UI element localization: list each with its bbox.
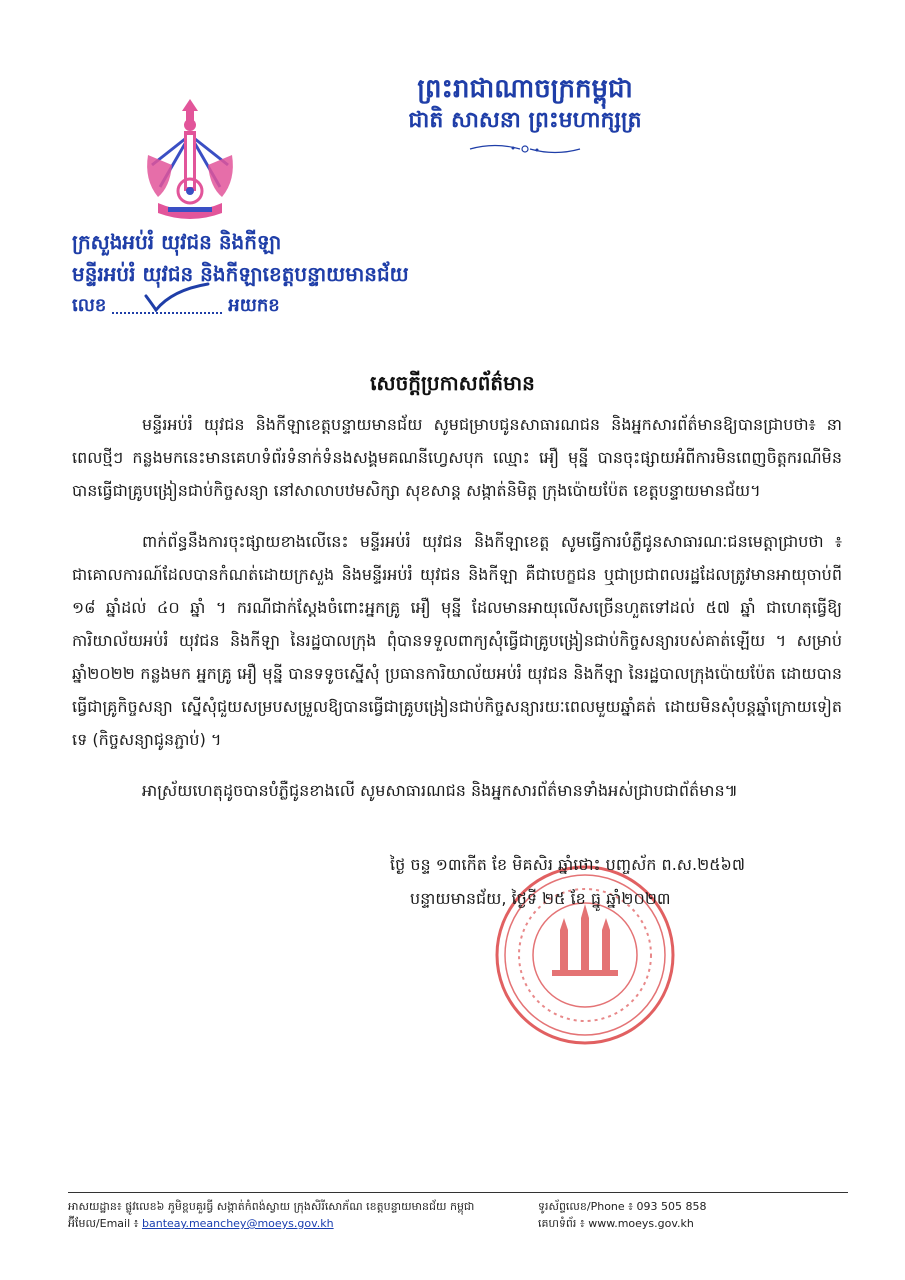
footer-email-row	[68, 1215, 538, 1232]
ministry-emblem-icon	[140, 95, 240, 225]
solar-date: បន្ទាយមានជ័យ, ថ្ងៃទី ២៥ ខែ ធ្នូ ឆ្នាំ២០២៣	[410, 889, 671, 908]
kingdom-name: ព្រះរាជាណាចក្រកម្ពុជា	[417, 74, 633, 104]
date-block	[390, 848, 850, 916]
paragraph-1: មន្ទីរអប់រំ យុវជន និងកីឡាខេត្តបន្ទាយមានជ័យ សូមជម្រាបជូនសាធារណជន និងអ្នកសារព័ត៌មានឱ្យបានជ្រាបថា៖ នាពេលថ្មីៗ កន្លងមកនេះមានគេហទំព័រទំនាក់ទំនងសង្គមគណនីហ្វេសបុក ឈ្មោះ អឿ មុន្នី បានចុះផ្សាយអំពីការមិនពេញចិត្តករណីមិនបានធ្វើជាគ្រូបង្រៀនជាប់កិច្ចសន្យា នៅសាលាបឋមសិក្សា សុខសាន្ត សង្កាត់និមិត្ត ក្រុងប៉ោយប៉ែត ខេត្តបន្ទាយមានជ័យ។	[72, 415, 842, 500]
paragraph-3: អាស្រ័យហេតុដូចបានបំភ្លឺជូនខាងលើ សូមសាធារណជន និងអ្នកសារព័ត៌មានទាំងអស់ជ្រាបជាព័ត៌មាន៕	[142, 781, 738, 800]
reference-number	[72, 290, 409, 322]
paragraph-2: ពាក់ព័ន្ធនឹងការចុះផ្សាយខាងលើនេះ មន្ទីរអប់រំ យុវជន និងកីឡាខេត្ត សូមធ្វើការបំភ្លឺជូនសាធារណៈជនមេត្តាជ្រាបថា ៖ ជាគោលការណ៍ដែលបានកំណត់ដោយក្រសួង និងមន្ទីរអប់រំ យុវជន និងកីឡា គឺជាបេក្ខជន ឬជាប្រជាពលរដ្ឋដែលត្រូវមានអាយុចាប់ពី ១៨ ឆ្នាំដល់ ៤០ ឆ្នាំ ។ ករណីជាក់ស្តែងចំពោះអ្នកគ្រូ អឿ មុន្នី ដែលមានអាយុលើសច្រើនហួតទៅដល់ ៥៧ ឆ្នាំ ជាហេតុធ្វើឱ្យការិយាល័យអប់រំ យុវជន និងកីឡា នៃរដ្ឋបាលក្រុង ពុំបានទទួលពាក្យសុំធ្វើជាគ្រូបង្រៀនជាប់កិច្ចសន្យារបស់គាត់ឡើយ ។ សម្រាប់ឆ្នាំ២០២២ កន្លងមក អ្នកគ្រូ អឿ មុន្នី បានទទូចស្នើសុំ ប្រធានការិយាល័យអប់រំ យុវជន និងកីឡា នៃរដ្ឋបាលក្រុងប៉ោយប៉ែត ដោយបានធ្វើជាគ្រូកិច្ចសន្យា ស្នើសុំជួយសម្របសម្រួលឱ្យបានធ្វើជាគ្រូបង្រៀនជាប់កិច្ចសន្យារយៈពេលមួយឆ្នាំគត់ ដោយមិនសុំបន្តឆ្នាំក្រោយទៀតទេ (កិច្ចសន្យាជូនភ្ជាប់) ។	[72, 532, 842, 749]
footer-right	[538, 1198, 848, 1232]
document-body	[72, 408, 842, 825]
national-motto: ជាតិ សាសនា ព្រះមហាក្សត្រ	[408, 108, 642, 133]
footer-left	[68, 1198, 538, 1232]
email-link[interactable]: banteay.meanchey@moeys.gov.kh	[142, 1217, 334, 1230]
footer-website-row	[538, 1215, 848, 1232]
kingdom-header	[300, 72, 750, 160]
email-label: អ៊ីមែល/Email ៖	[68, 1217, 139, 1230]
number-suffix: អយកខ	[228, 295, 280, 316]
number-label: លេខ	[72, 295, 107, 316]
document-title: សេចក្តីប្រកាសព័ត៌មាន	[370, 371, 535, 395]
footer-address: អាសយដ្ឋាន៖ ផ្លូវលេខ៦ ភូមិខ្ពបគួរធ្វី សង្កាត់កំពង់ស្វាយ ក្រុងសិរីសោភ័ណ ខេត្តបន្ទាយមានជ័យ កម្ពុជា	[68, 1200, 475, 1213]
number-blank	[112, 298, 222, 314]
footer-phone-row	[538, 1198, 848, 1215]
lunar-date: ថ្ងៃ ចន្ទ ១៣កើត ខែ មិគសិរ ឆ្នាំថោះ បញ្ចស័ក ព.ស.២៥៦៧	[390, 855, 745, 874]
website-label: គេហទំព័រ ៖	[538, 1217, 585, 1230]
department-name: មន្ទីរអប់រំ យុវជន និងកីឡាខេត្តបន្ទាយមានជ័យ	[72, 262, 409, 286]
footer-divider	[68, 1192, 848, 1193]
phone-label: ទូរស័ព្ទលេខ/Phone ៖	[538, 1200, 633, 1213]
ornament-divider-icon	[465, 142, 585, 156]
phone-number: 093 505 858	[636, 1200, 707, 1213]
checkmark-icon	[142, 282, 212, 312]
ministry-block	[72, 226, 409, 322]
website-link[interactable]: www.moeys.gov.kh	[588, 1217, 694, 1230]
ministry-name: ក្រសួងអប់រំ យុវជន និងកីឡា	[72, 230, 282, 254]
